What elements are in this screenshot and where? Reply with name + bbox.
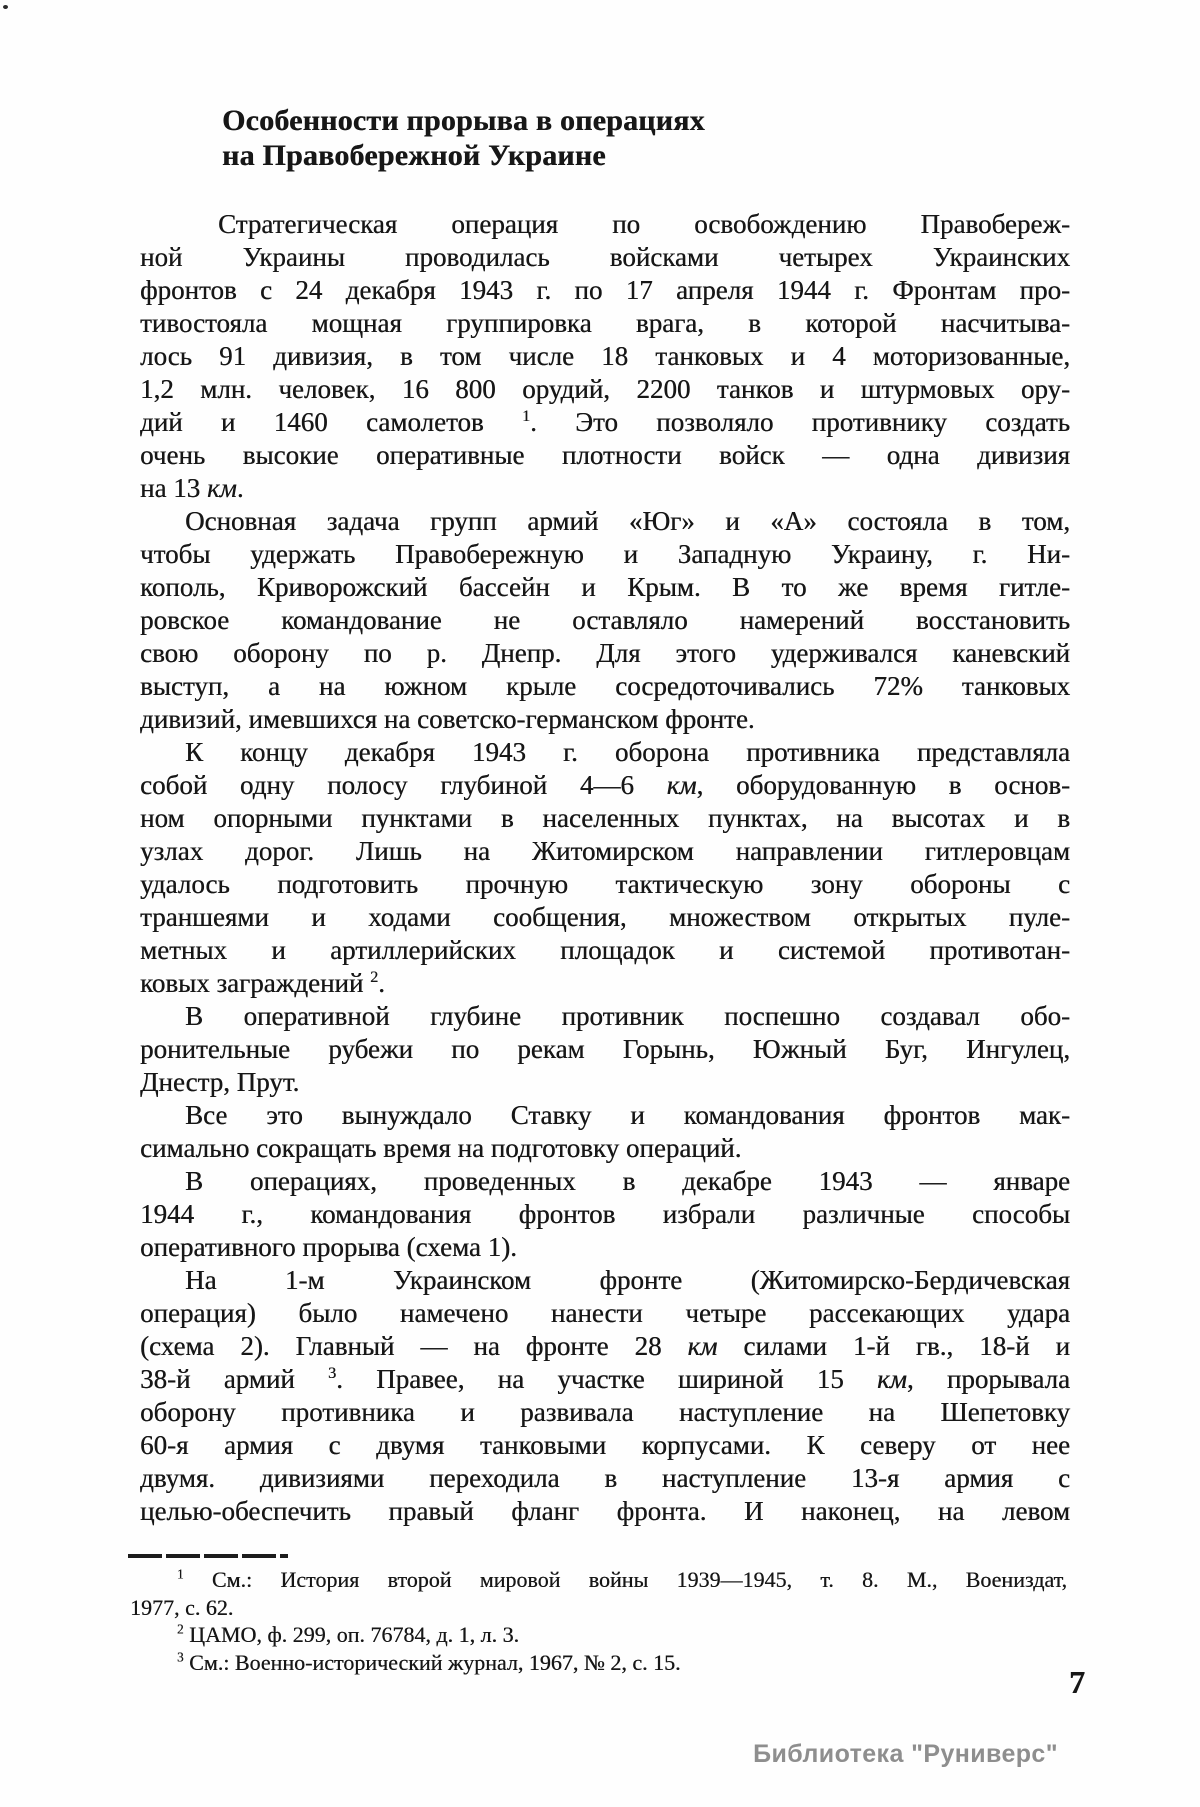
page-number: 7 bbox=[1069, 1664, 1085, 1700]
body-line: Днестр, Прут. bbox=[140, 1067, 300, 1097]
footnote-line: $^1$ См.: История второй мировой войны 1939—1945, т. 8. М., Воениздат, bbox=[177, 1566, 1067, 1592]
footnote-line: $^3$ См.: Военно-исторический журнал, 1967, № 2, с. 15. bbox=[177, 1649, 681, 1675]
body-line: метных и артиллерийских площадок и системой противотан- bbox=[140, 935, 1070, 965]
footnotes bbox=[130, 1566, 1067, 1676]
body-line: двумя. дивизиями переходила в наступление 13-я армия с bbox=[140, 1463, 1070, 1493]
body-line: 1944 г., командования фронтов избрали различные способы bbox=[140, 1199, 1070, 1229]
footnote-line: $^2$ ЦАМО, ф. 299, оп. 76784, д. 1, л. 3. bbox=[177, 1621, 520, 1647]
section-heading bbox=[222, 103, 705, 173]
body-line: чтобы удержать Правобережную и Западную Украину, г. Ни- bbox=[140, 539, 1070, 569]
body-line: (схема 2). Главный — на фронте 28 км силами 1-й гв., 18-й и bbox=[140, 1331, 1070, 1361]
body-line: очень высокие оперативные плотности войск — одна дивизия bbox=[140, 440, 1070, 470]
body-line: целью-обеспечить правый фланг фронта. И наконец, на левом bbox=[140, 1496, 1070, 1526]
body-line: оперативного прорыва (схема 1). bbox=[140, 1232, 517, 1262]
body-line: Все это вынуждало Ставку и командования фронтов мак- bbox=[185, 1100, 1070, 1130]
body-line: дивизий, имевшихся на советско-германском фронте. bbox=[140, 704, 755, 734]
body-line: 38-й армий $^3$. Правее, на участке шириной 15 км, прорывала bbox=[140, 1364, 1071, 1394]
body-line: фронтов с 24 декабря 1943 г. по 17 апреля 1944 г. Фронтам про- bbox=[140, 275, 1070, 305]
body-line: кополь, Криворожский бассейн и Крым. В то же время гитле- bbox=[140, 572, 1070, 602]
body-line: тивостояла мощная группировка врага, в которой насчитыва- bbox=[140, 308, 1070, 338]
footnote-separator-rule bbox=[128, 1554, 288, 1558]
body-line: удалось подготовить прочную тактическую зону обороны с bbox=[140, 869, 1070, 899]
body-line: ровское командование не оставляло намерений восстановить bbox=[140, 605, 1070, 635]
library-watermark: Библиотека "Руниверс" bbox=[753, 1740, 1058, 1768]
body-line: Стратегическая операция по освобождению Правобереж- bbox=[218, 209, 1070, 239]
body-line: на 13 км. bbox=[140, 473, 244, 503]
body-line: ной Украины проводилась войсками четырех Украинских bbox=[140, 242, 1070, 272]
footnote-line: 1977, с. 62. bbox=[130, 1594, 234, 1620]
body-line: 1,2 млн. человек, 16 800 орудий, 2200 танков и штурмовых ору- bbox=[140, 374, 1070, 404]
body-line: траншеями и ходами сообщения, множеством открытых пуле- bbox=[140, 902, 1070, 932]
body-line: ронительные рубежи по рекам Горынь, Южный Буг, Ингулец, bbox=[140, 1034, 1070, 1064]
section-heading-line-2: на Правобережной Украине bbox=[222, 139, 606, 172]
body-line: ном опорными пунктами в населенных пунктах, на высотах и в bbox=[140, 803, 1070, 833]
body-line: К концу декабря 1943 г. оборона противника представляла bbox=[185, 737, 1070, 767]
body-line: 60-я армия с двумя танковыми корпусами. К северу от нее bbox=[140, 1430, 1070, 1460]
body-line: выступ, а на южном крыле сосредоточивались 72% танковых bbox=[140, 671, 1070, 701]
section-heading-line-1: Особенности прорыва в операциях bbox=[222, 104, 705, 137]
scan-artifact-speck bbox=[3, 5, 8, 9]
body-line: лось 91 дивизия, в том числе 18 танковых и 4 моторизованные, bbox=[140, 341, 1070, 371]
body-text bbox=[140, 208, 1070, 1528]
body-line: ковых заграждений $^2$. bbox=[140, 968, 385, 998]
body-line: В операциях, проведенных в декабре 1943 — январе bbox=[185, 1166, 1070, 1196]
body-line: На 1-м Украинском фронте (Житомирско-Бердичевская bbox=[185, 1265, 1070, 1295]
body-line: симально сокращать время на подготовку операций. bbox=[140, 1133, 742, 1163]
body-line: В оперативной глубине противник поспешно создавал обо- bbox=[185, 1001, 1070, 1031]
body-line: свою оборону по р. Днепр. Для этого удерживался каневский bbox=[140, 638, 1070, 668]
body-line: собой одну полосу глубиной 4—6 км, оборудованную в основ- bbox=[140, 770, 1070, 800]
body-line: Основная задача групп армий «Юг» и «А» состояла в том, bbox=[185, 506, 1070, 536]
body-line: узлах дорог. Лишь на Житомирском направлении гитлеровцам bbox=[140, 836, 1070, 866]
body-line: дий и 1460 самолетов $^1$. Это позволяло противнику создать bbox=[140, 407, 1070, 437]
body-line: операция) было намечено нанести четыре рассекающих удара bbox=[140, 1298, 1070, 1328]
body-line: оборону противника и развивала наступление на Шепетовку bbox=[140, 1397, 1070, 1427]
